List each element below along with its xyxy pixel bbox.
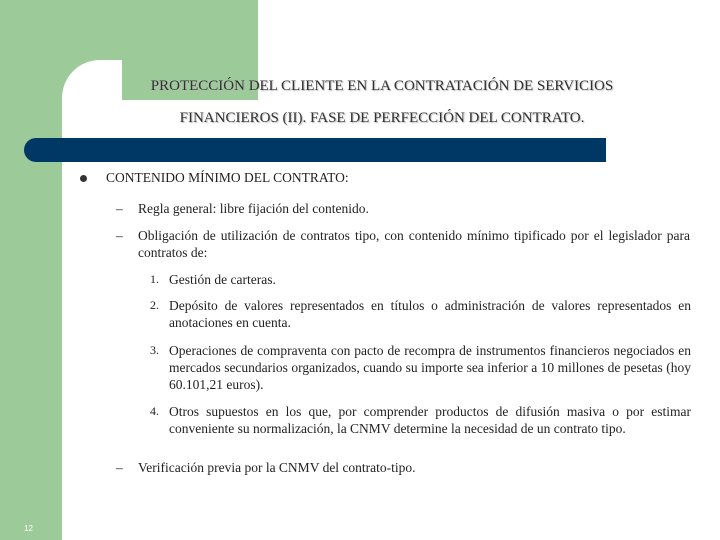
section-heading: CONTENIDO MÍNIMO DEL CONTRATO:: [106, 170, 349, 185]
item-number: 2.: [150, 298, 159, 312]
item-text: Otros supuestos en los que, por comprender productos de difusión masiva o por estimar conveniente su normalización, la CNMV determine la necesidad de un contrato tipo.: [169, 404, 691, 436]
item-text: Depósito de valores representados en títulos o administración de valores representados en anotaciones en cuenta.: [169, 298, 691, 330]
dash-marker: –: [116, 460, 123, 475]
item-number: 4.: [150, 404, 159, 418]
bullet-dot-icon: [80, 175, 87, 182]
decor-green-left-band: [0, 0, 62, 540]
dash-marker: –: [116, 228, 123, 243]
item-text: Operaciones de compraventa con pacto de recompra de instrumentos financieros negociados en mercados secundarios organizados, cuando su importe sea inferior a 10 millones de pesetas (hoy 60.101,21 euros).: [169, 343, 691, 392]
page-number: 12: [24, 524, 33, 533]
slide-title-line-2: FINANCIEROS (II). FASE DE PERFECCIÓN DEL CONTRATO.: [179, 110, 585, 126]
dash-marker: –: [116, 201, 123, 216]
slide-title-line-1: PROTECCIÓN DEL CLIENTE EN LA CONTRATACIÓN DE SERVICIOS: [150, 78, 614, 94]
item-number: 1.: [150, 272, 159, 286]
item-text: Gestión de carteras.: [169, 272, 276, 287]
title-underline-bar: [24, 138, 606, 162]
slide-title: [62, 70, 702, 134]
item-text: Verificación previa por la CNMV del contrato-tipo.: [138, 460, 416, 475]
item-number: 3.: [150, 343, 159, 357]
item-text: Regla general: libre fijación del contenido.: [138, 201, 369, 216]
item-text: Obligación de utilización de contratos tipo, con contenido mínimo tipificado por el legislador para contratos de:: [138, 228, 690, 260]
